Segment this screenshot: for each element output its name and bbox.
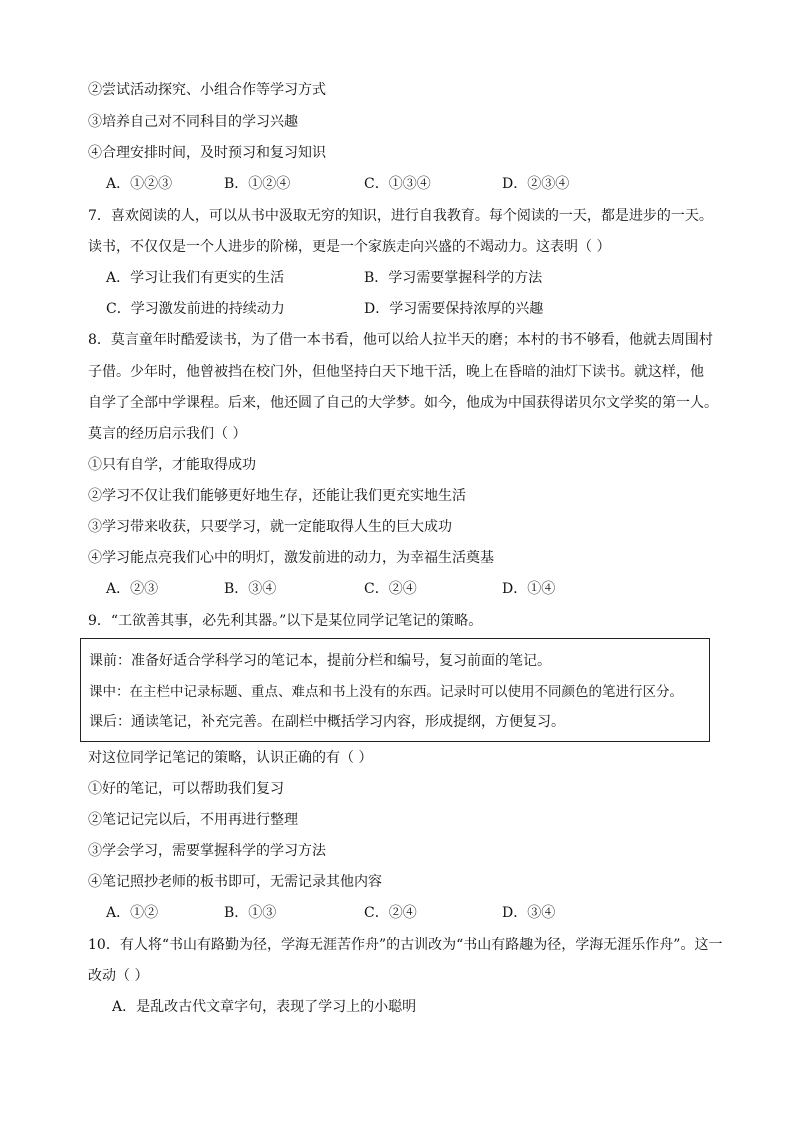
q10-option-a[interactable]: A．是乱改古代文章字句，表现了学习上的小聪明 bbox=[112, 999, 417, 1015]
q9-item-4: ④笔记照抄老师的板书即可，无需记录其他内容 bbox=[88, 874, 382, 890]
q8-option-a[interactable]: A．②③ bbox=[106, 581, 159, 597]
q7-option-c[interactable]: C．学习激发前进的持续动力 bbox=[106, 301, 285, 317]
q6-option-a[interactable]: A．①②③ bbox=[106, 176, 173, 192]
q8-option-c[interactable]: C．②④ bbox=[364, 581, 417, 597]
q8-stem-line-4: 莫言的经历启示我们（ ） bbox=[88, 426, 247, 442]
q9-item-2: ②笔记记完以后，不用再进行整理 bbox=[88, 812, 298, 828]
q9-option-d[interactable]: D．③④ bbox=[502, 905, 556, 921]
note-after-class: 课后：通读笔记，补充完善。在副栏中概括学习内容，形成提纲，方便复习。 bbox=[89, 714, 565, 730]
q10-stem-line-2: 改动（ ） bbox=[88, 968, 149, 984]
q8-option-d[interactable]: D．①④ bbox=[502, 581, 556, 597]
q6-item-3: ③培养自己对不同科目的学习兴趣 bbox=[88, 114, 298, 130]
q8-stem-line-3: 自学了全部中学课程。后来，他还圆了自己的大学梦。如今，他成为中国获得诺贝尔文学奖的第一人。 bbox=[88, 395, 718, 411]
q8-item-3: ③学习带来收获，只要学习，就一定能取得人生的巨大成功 bbox=[88, 519, 452, 535]
q6-option-d[interactable]: D．②③④ bbox=[502, 176, 570, 192]
q7-option-a[interactable]: A．学习让我们有更实的生活 bbox=[106, 270, 285, 286]
q7-stem-line-2: 读书，不仅仅是一个人进步的阶梯，更是一个家族走向兴盛的不竭动力。这表明（ ） bbox=[88, 239, 611, 255]
q6-item-2: ②尝试活动探究、小组合作等学习方式 bbox=[88, 82, 326, 98]
q9-stem: 9．“工欲善其事，必先利其器。”以下是某位同学记笔记的策略。 bbox=[88, 613, 483, 629]
q10-stem-line-1: 10．有人将“书山有路勤为径，学海无涯苦作舟”的古训改为“书山有路趣为径，学海无涯乐作舟”。这一 bbox=[88, 937, 723, 953]
note-strategy-box bbox=[80, 638, 710, 742]
q8-item-4: ④学习能点亮我们心中的明灯，激发前进的动力，为幸福生活奠基 bbox=[88, 550, 494, 566]
note-during-class: 课中：在主栏中记录标题、重点、难点和书上没有的东西。记录时可以使用不同颜色的笔进行区分。 bbox=[89, 684, 683, 700]
q6-option-c[interactable]: C．①③④ bbox=[364, 176, 431, 192]
q7-stem-line-1: 7．喜欢阅读的人，可以从书中汲取无穷的知识，进行自我教育。每个阅读的一天，都是进步的一天。 bbox=[88, 208, 713, 224]
q9-option-c[interactable]: C．②④ bbox=[364, 905, 417, 921]
q8-option-b[interactable]: B．③④ bbox=[224, 581, 277, 597]
q7-option-b[interactable]: B．学习需要掌握科学的方法 bbox=[364, 270, 543, 286]
q7-option-d[interactable]: D．学习需要保持浓厚的兴趣 bbox=[364, 301, 544, 317]
q8-item-1: ①只有自学，才能取得成功 bbox=[88, 457, 256, 473]
q9-question: 对这位同学记笔记的策略，认识正确的有（ ） bbox=[88, 750, 373, 766]
q6-item-4: ④合理安排时间，及时预习和复习知识 bbox=[88, 145, 326, 161]
q9-option-a[interactable]: A．①② bbox=[106, 905, 159, 921]
q9-item-3: ③学会学习，需要掌握科学的学习方法 bbox=[88, 843, 326, 859]
q9-option-b[interactable]: B．①③ bbox=[224, 905, 277, 921]
q8-stem-line-2: 子借。少年时，他曾被挡在校门外，但他坚持白天下地干活，晚上在昏暗的油灯下读书。就这样，他 bbox=[88, 364, 704, 380]
q9-item-1: ①好的笔记，可以帮助我们复习 bbox=[88, 781, 284, 797]
note-before-class: 课前：准备好适合学科学习的笔记本，提前分栏和编号，复习前面的笔记。 bbox=[89, 653, 551, 669]
q8-stem-line-1: 8．莫言童年时酷爱读书，为了借一本书看，他可以给人拉半天的磨；本村的书不够看，他就去周围村 bbox=[88, 332, 713, 348]
q6-option-b[interactable]: B．①②④ bbox=[224, 176, 291, 192]
q8-item-2: ②学习不仅让我们能够更好地生存，还能让我们更充实地生活 bbox=[88, 488, 466, 504]
